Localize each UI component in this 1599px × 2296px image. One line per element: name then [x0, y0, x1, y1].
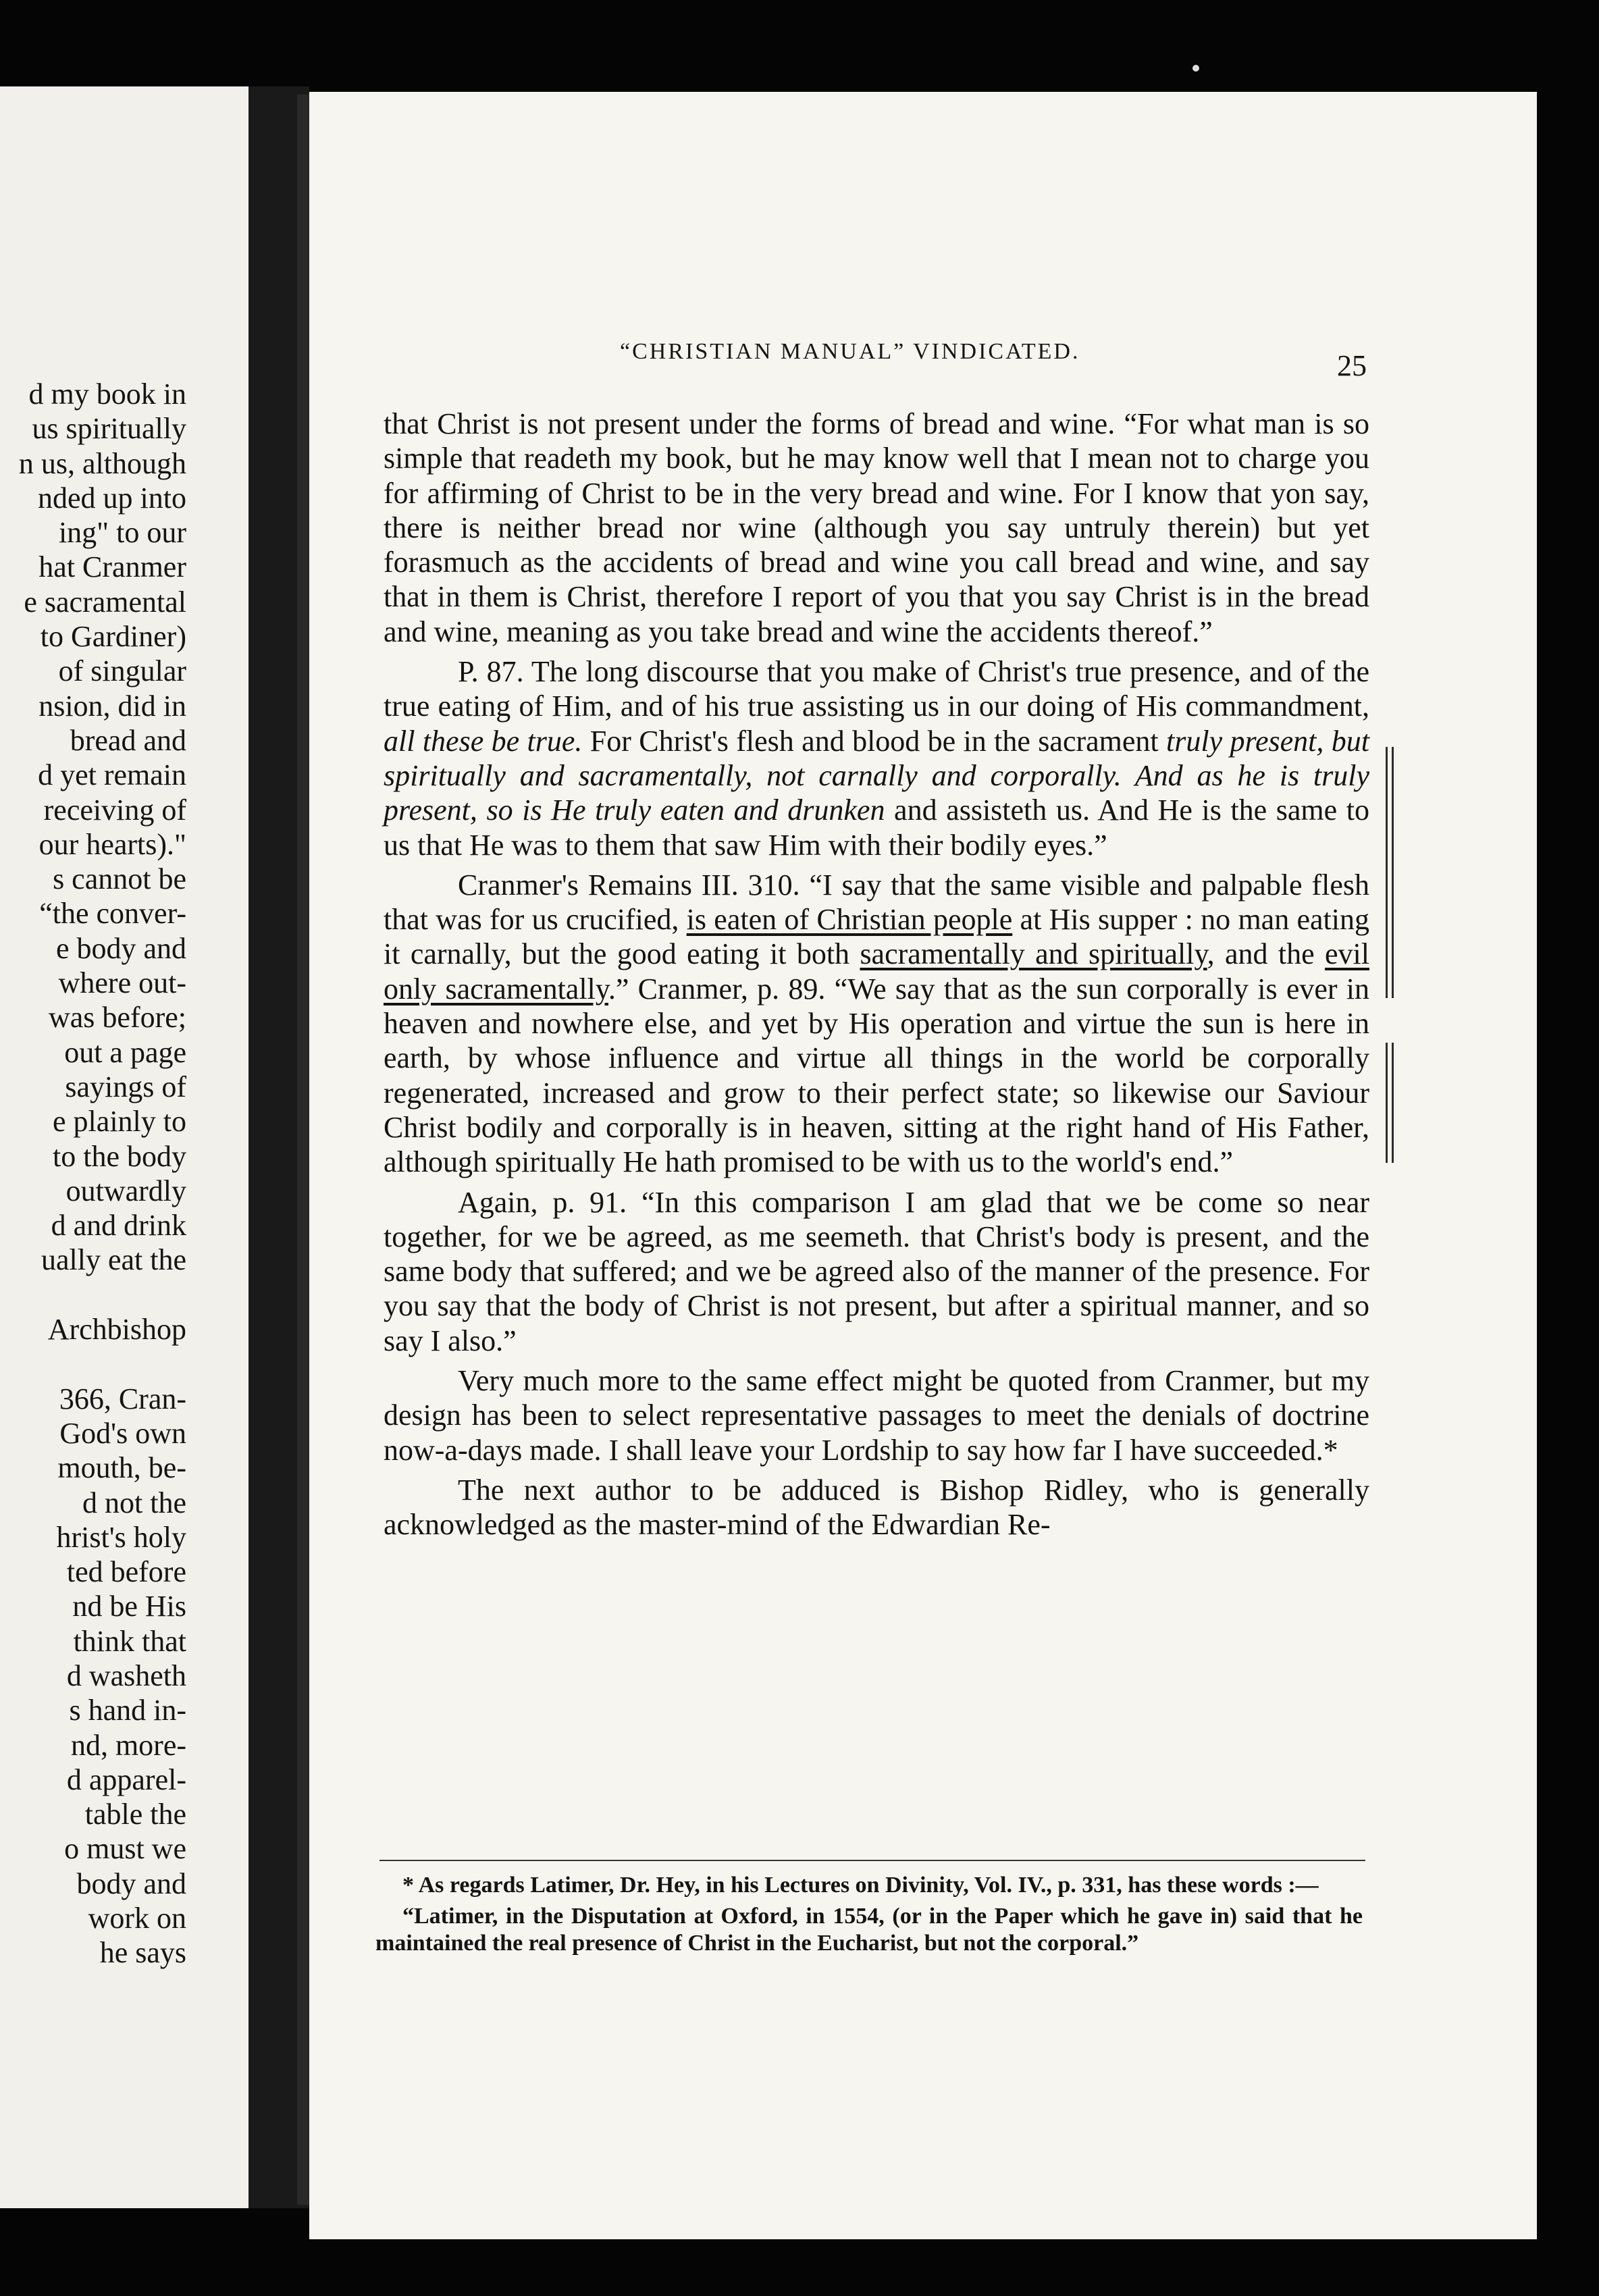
p2-text-e: and assisteth us. And He is the same to us that He was to them that saw Him with their bodily eyes.”: [384, 793, 1369, 862]
left-page-line: o must we: [64, 1832, 186, 1866]
p3-text-g: .” Cranmer, p. 89. “We say that as the sun corporally is ever in heaven and nowhere else, and yet by His operation and virtue the sun is here in earth, by whose influence and virtue all things in the world be corporally regenerated, increased and grow to their perfect state; so likewise our Saviour Christ bodily and corporally is in heaven, sitting at the right hand of His Father, although spiritually He hath promised to be with us to the world's end.”: [384, 972, 1369, 1179]
left-page-line: to Gardiner): [40, 620, 186, 654]
left-page-line: bread and: [70, 723, 186, 757]
left-page-line: ted before: [66, 1555, 186, 1589]
left-page-line: e body and: [55, 931, 186, 965]
left-page-line: mouth, be-: [57, 1451, 186, 1485]
gutter-shadow: [297, 95, 311, 2205]
left-page-line: work on: [88, 1902, 186, 1935]
p3-underline-f: evil only sacramentally: [384, 937, 1369, 1006]
left-page: [0, 86, 248, 2208]
p2-italic-d: truly present, but spiritually and sacramentally, not carnally and corporally. And as he is truly present, so is He truly eaten and drunken: [384, 724, 1369, 827]
paragraph-6: The next author to be adduced is Bishop Ridley, who is generally acknowledged as the master-mind of the Edwardian Re-: [384, 1473, 1369, 1542]
paragraph-1: that Christ is not present under the forms of bread and wine. “For what man is so simple that readeth my book, but he may know well that I mean not to charge you for affirming of Christ to be in the very bread and wine. For I know that yon say, there is neither bread nor wine (although you say untruly therein) but yet forasmuch as the accidents of bread and wine you call bread and wine, and say that in them is Christ, therefore I report of you that you say Christ is in the bread and wine, meaning as you take bread and wine the accidents thereof.”: [384, 407, 1369, 648]
main-text: [384, 407, 1369, 1548]
running-head: “CHRISTIAN MANUAL” VINDICATED.: [620, 339, 1080, 364]
footnotes: [375, 1872, 1363, 1961]
left-page-line: d my book in: [28, 377, 186, 411]
p3-text-c: at His supper : no man eating it carnally, but the good eating it both: [384, 903, 1369, 971]
left-page-line: d apparel-: [66, 1763, 186, 1796]
left-page-line: d not the: [82, 1486, 186, 1519]
footnote-rule: [379, 1860, 1365, 1861]
left-page-line: where out-: [58, 966, 186, 1000]
left-page-line: hrist's holy: [56, 1520, 186, 1554]
left-page-line: nd be His: [72, 1590, 186, 1623]
left-page-line: outwardly: [65, 1174, 186, 1207]
left-page-line: e sacramental: [24, 585, 186, 619]
paragraph-4: Again, p. 91. “In this comparison I am glad that we be come so near together, for we be agreed, as me seemeth. that Christ's body is present, and the same body that suffered; and we be agreed also of the manner of the presence. For you say that the body of Christ is not present, but after a spiritual manner, and so say I also.”: [384, 1185, 1369, 1357]
left-page-line: ually eat the: [41, 1243, 186, 1277]
speck: [1192, 65, 1199, 72]
left-page-line: table the: [84, 1798, 186, 1831]
left-page-line: [0, 1278, 186, 1312]
page-number: 25: [1337, 349, 1367, 382]
paragraph-2: [384, 654, 1369, 862]
margin-bracket-mark: [1386, 747, 1394, 998]
footnote-2: “Latimer, in the Disputation at Oxford, in 1554, (or in the Paper which he gave in) said that he maintained the real presence of Christ in the Eucharist, but not the corporal.”: [375, 1904, 1363, 1956]
left-page-line: was before;: [48, 1001, 186, 1035]
left-page-line: ing" to our: [58, 516, 186, 550]
left-page-line: God's own: [59, 1416, 186, 1450]
left-page-line: d yet remain: [38, 758, 186, 792]
left-page-line: s cannot be: [53, 862, 186, 896]
left-page-line: nd, more-: [70, 1728, 186, 1762]
left-page-line: s hand in-: [69, 1694, 186, 1727]
left-page-line: sayings of: [65, 1070, 186, 1103]
left-page-line: he says: [99, 1936, 186, 1970]
footnote-1: * As regards Latimer, Dr. Hey, in his Lectures on Divinity, Vol. IV., p. 331, has these words :—: [402, 1873, 1319, 1898]
left-page-line: “the conver-: [39, 897, 186, 931]
p2-italic-b: all these be true.: [384, 724, 583, 758]
p3-text-a: Cranmer's Remains III. 310. “I say that the same visible and palpable flesh that was for us crucified,: [384, 868, 1369, 937]
left-page-line: Archbishop: [47, 1313, 186, 1347]
left-page-line: out a page: [64, 1035, 186, 1069]
p3-text-e: , and the: [1207, 937, 1326, 971]
left-page-line: hat Cranmer: [38, 550, 186, 584]
left-page-line: d washeth: [66, 1659, 186, 1692]
paragraph-5: Very much more to the same effect might be quoted from Cranmer, but my design has been to select representative passages to meet the denials of doctrine now-a-days made. I shall leave your Lordship to say how far I have succeeded.*: [384, 1364, 1369, 1467]
left-page-line: receiving of: [43, 793, 186, 827]
paragraph-3: [384, 868, 1369, 1180]
left-page-line: body and: [76, 1867, 186, 1900]
left-page-line: e plainly to: [53, 1105, 186, 1139]
p3-underline-d: sacramentally and spiritually: [860, 937, 1207, 971]
p2-text-a: P. 87. The long discourse that you make of Christ's true presence, and of the true eating of Him, and of his true assisting us in our doing of His commandment,: [384, 655, 1369, 723]
left-page-line: nsion, did in: [38, 689, 186, 723]
left-page-line: to the body: [53, 1139, 186, 1173]
left-page-line: nded up into: [38, 481, 186, 515]
p2-text-c: For Christ's flesh and blood be in the sacrament: [582, 724, 1167, 758]
p3-underline-b: is eaten of Christian people: [686, 903, 1013, 937]
left-page-line: think that: [73, 1624, 186, 1658]
left-page-line: of singular: [58, 654, 186, 688]
left-page-text-fragments: [0, 377, 186, 1971]
left-page-line: us spiritually: [32, 412, 186, 446]
left-page-line: [0, 1347, 186, 1381]
left-page-line: n us, although: [18, 446, 186, 480]
margin-line-mark: [1386, 1043, 1394, 1163]
left-page-line: d and drink: [51, 1209, 186, 1243]
left-page-line: our hearts).": [38, 827, 186, 861]
left-page-line: 366, Cran-: [59, 1382, 186, 1415]
